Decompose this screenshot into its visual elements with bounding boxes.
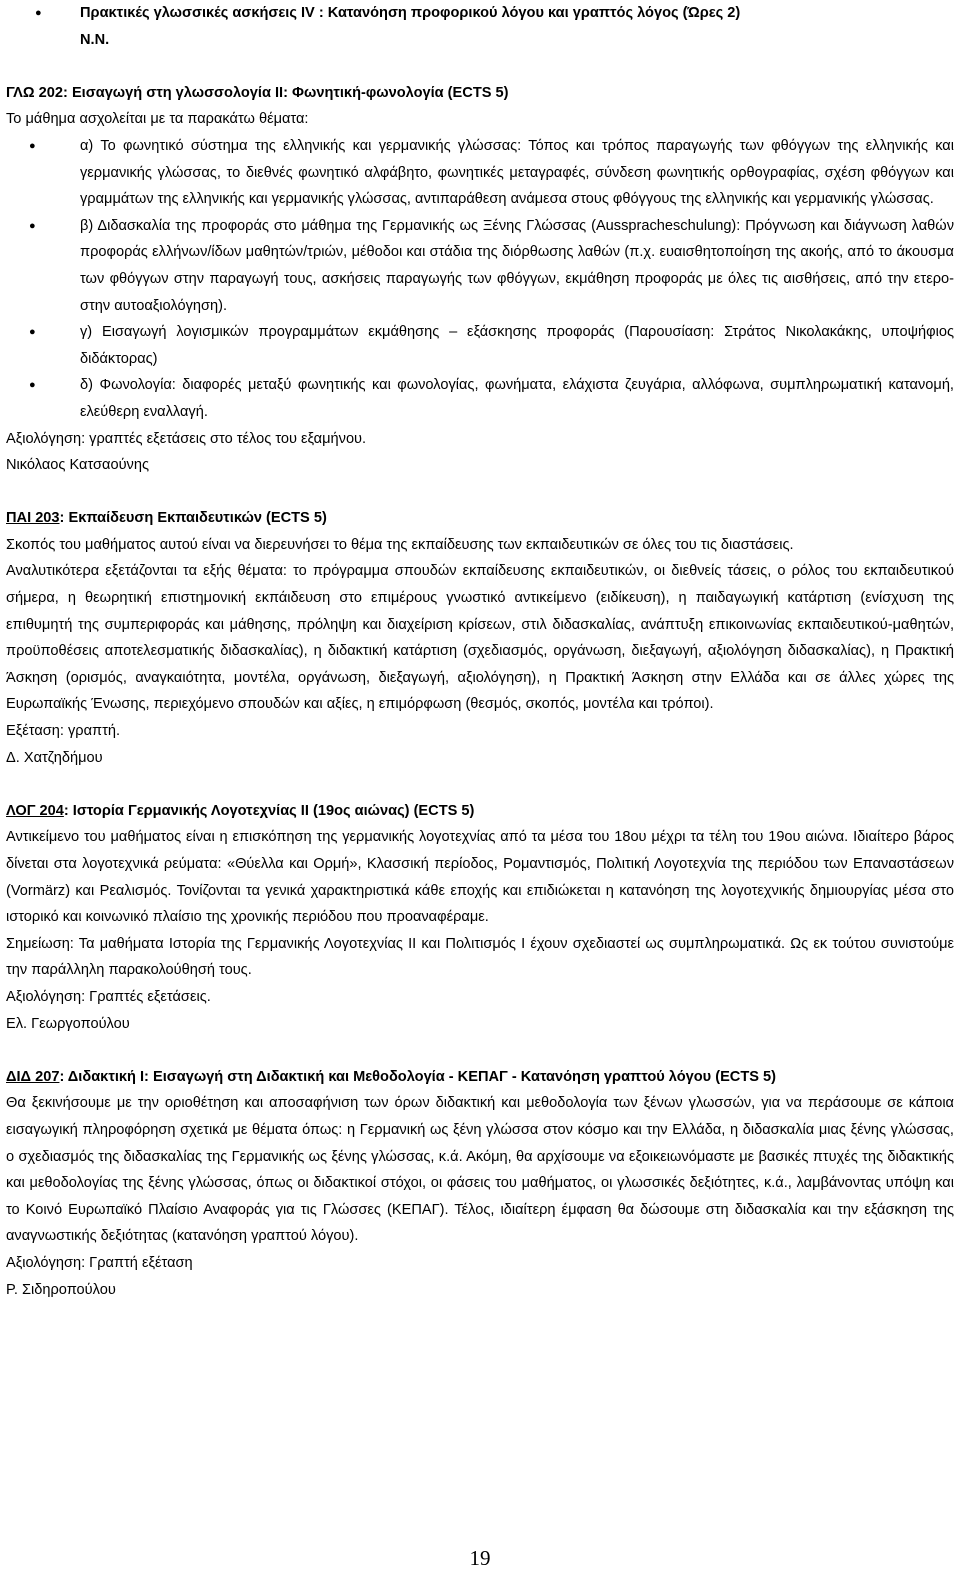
- course-pai-203: [6, 505, 954, 771]
- topic-list: [6, 133, 954, 426]
- page-number: 19: [469, 1546, 491, 1570]
- course-paragraph: Θα ξεκινήσουμε με την οριοθέτηση και αποσαφήνιση των όρων διδακτική και μεθοδολογία των ξένων γλωσσών, για να περάσουμε σε κάποια εισαγωγική πληροφόρηση σχετικά με θέματα όπως: η Γερμανική ως ξένη γλώσσα στον κόσμο και την Ελλάδα, η διδασκαλία μιας ξένης γλώσσας, ο σχεδιασμός της διδασκαλίας της Γερμανικής ως ξένης γλώσσας, κ.ά. Ακόμη, θα αρχίσουμε να εξοικειωνόμαστε με βασικές πτυχές της διδακτικής και μεθοδολογίας της ξένης γλώσσας, όπως οι διδακτικοί στόχοι, οι φάσεις του μαθήματος, οι γλωσσικές δεξιότητες, κ.ά., λαμβάνοντας υπόψη και το Κοινό Ευρωπαϊκό Πλαίσιο Αναφοράς για τις Γλώσσες (ΚΕΠΑΓ). Τέλος, ιδιαίτερη έμφαση θα δώσουμε στη διδασκαλία και την εξάσκηση της αναγνωστικής δεξιότητας (κατανόηση γραπτού λόγου).: [6, 1095, 954, 1245]
- course-paragraph: Αντικείμενο του μαθήματος είναι η επισκόπηση της γερμανικής λογοτεχνίας από τα μέσα του 18ου μέχρι τα τέλη του 19ου αιώνα. Ιδιαίτερο βάρος δίνεται στα λογοτεχνικά ρεύματα: «Θύελλα και Ορμή», Κλασσική περίοδος, Ρομαντισμός, Πολιτική Λογοτεχνία της περιόδου των Επαναστάσεων (Vormärz) και Ρεαλισμός. Τονίζονται τα γενικά χαρακτηριστικά κάθε εποχής και επιδιώκεται η κατανόηση της λογοτεχνικής δημιουργίας μέσα στο ιστορικό και κοινωνικό πλαίσιο της χρονικής περιόδου που προαναφέραμε.: [6, 829, 954, 926]
- course-glo-202: [6, 80, 954, 479]
- course-code: ΓΛΩ 202: [6, 84, 64, 101]
- course-assessment: Αξιολόγηση: Γραπτή εξέταση: [6, 1254, 193, 1271]
- topic-item: ● β) Διδασκαλία της προφοράς στο μάθημα της Γερμανικής ως Ξένης Γλώσσας (Ausspracheschulung): Πρόγνωση και διάγνωση λαθών προφοράς ελλήνων/ίδων μαθητών/τριών, μέθοδοι και στάδια της διόρθωσης λαθών (π.χ. ευαισθητοποίηση της ακοής, από το άκουσμα των φθόγγων στην παραγωγή τους, ασκήσεις παραγωγής των φθόγγων, εκμάθηση προφοράς με όλες τις αισθήσεις, από την ετερο- στην αυτοαξιολόγηση).: [6, 213, 954, 319]
- topic-item: ● δ) Φωνολογία: διαφορές μεταξύ φωνητικής και φωνολογίας, φωνήματα, ελάχιστα ζευγάρια, αλλόφωνα, συμπληρωματική κατανομή, ελεύθερη εναλλαγή.: [6, 372, 954, 425]
- course-heading: [6, 1064, 954, 1091]
- course-heading: [6, 505, 954, 532]
- course-instructor: Ελ. Γεωργοπούλου: [6, 1015, 130, 1032]
- course-note: Σημείωση: Τα μαθήματα Ιστορία της Γερμανικής Λογοτεχνίας ΙΙ και Πολιτισμός Ι έχουν σχεδιαστεί ως συμπληρωματικά. Ως εκ τούτου συνιστούμε την παράλληλη παρακολούθησή τους.: [6, 935, 954, 979]
- course-title: : Εισαγωγή στη γλωσσολογία ΙΙ: Φωνητική-φωνολογία (ECTS 5): [63, 84, 509, 101]
- intro-list-item: [6, 0, 954, 53]
- topic-item: ● α) Το φωνητικό σύστημα της ελληνικής και γερμανικής γλώσσας: Τόπος και τρόπος παραγωγής των φθόγγων της ελληνικής και γερμανικής γλώσσας, το διεθνές φωνητικό αλφάβητο, φωνητικές μεταγραφές, σύνδεση φωνητικής ορθογραφίας, σχέση φθόγγων και γραμμάτων της ελληνικής και γερμανικής γλώσσας, αντιπαράθεση ανάμεσα στους φθόγγους της ελληνικής και γερμανικής γλώσσας.: [6, 133, 954, 213]
- intro-list: [6, 0, 954, 53]
- course-code: ΔΙΔ 207: [6, 1068, 60, 1085]
- course-instructor: Δ. Χατζηδήμου: [6, 749, 103, 766]
- topic-item: ● γ) Εισαγωγή λογισμικών προγραμμάτων εκμάθησης – εξάσκησης προφοράς (Παρουσίαση: Στράτος Νικολακάκης, υποψήφιος διδάκτορας): [6, 319, 954, 372]
- course-title: : Ιστορία Γερμανικής Λογοτεχνίας ΙΙ (19ος αιώνας) (ECTS 5): [63, 802, 475, 819]
- course-heading: [6, 798, 954, 825]
- course-exam: Εξέταση: γραπτή.: [6, 723, 121, 740]
- document-page: [6, 0, 954, 1303]
- course-paragraph: Αναλυτικότερα εξετάζονται τα εξής θέματα: το πρόγραμμα σπουδών εκπαίδευσης εκπαιδευτικών, οι διεθνείς τάσεις, ο ρόλος του εκπαιδευτικού σήμερα, η θεωρητική επιστημονική εκπάιδευση στο επιμέρους γνωστικό αντικείμενο (ειδίκευση), η παιδαγωγική κατάρτιση (ενίσχυση της επιθυμητή της συμπεριφοράς και μάθησης, πρόληψη και διαχείριση κρίσεων, στιλ διδασκαλίας, ανάπτυξη επικοινωνίας εκπαιδευτικού-μαθητών, προϋποθέσεις αποτελεσματικής διδασκαλίας), η διδακτική κατάρτιση (σχεδιασμός, οργάνωση, διεξαγωγή, αξιολόγηση διδασκαλίας), η Πρακτική Άσκηση (ορισμός, αναγκαιότητα, μοντέλα, οργάνωση, διεξαγωγή, αξιολόγηση), η Πρακτική Άσκηση στην Ελλάδα και σε άλλες χώρες της Ευρωπαϊκής Ένωσης, περιεχόμενο σπουδών και αξίες, η επιμόρφωση (θεσμός, σκοπός, μοντέλα και τρόποι).: [6, 563, 954, 713]
- course-title: : Διδακτική Ι: Εισαγωγή στη Διδακτική και Μεθοδολογία - ΚΕΠΑΓ - Κατανόηση γραπτού λόγου (ECTS 5): [59, 1068, 777, 1085]
- course-code: ΠΑΙ 203: [6, 510, 60, 527]
- course-instructor: Ρ. Σιδηροπούλου: [6, 1281, 116, 1298]
- course-heading: [6, 80, 954, 107]
- intro-line-2: N.N.: [80, 31, 110, 48]
- course-assessment: Αξιολόγηση: γραπτές εξετάσεις στο τέλος του εξαμήνου.: [6, 430, 367, 447]
- course-assessment: Αξιολόγηση: Γραπτές εξετάσεις.: [6, 988, 211, 1005]
- intro-line-1: Πρακτικές γλωσσικές ασκήσεις IV : Κατανόηση προφορικού λόγου και γραπτός λόγος (Ώρες 2): [80, 5, 741, 21]
- course-log-204: [6, 798, 954, 1037]
- course-lead: Το μάθημα ασχολείται με τα παρακάτω θέματα:: [6, 111, 309, 128]
- course-did-207: [6, 1064, 954, 1303]
- course-title: : Εκπαίδευση Εκπαιδευτικών (ECTS 5): [59, 510, 327, 527]
- course-paragraph: Σκοπός του μαθήματος αυτού είναι να διερευνήσει το θέμα της εκπαίδευσης των εκπαιδευτικών σε όλες του τις διαστάσεις.: [6, 536, 794, 553]
- course-code: ΛΟΓ 204: [6, 802, 64, 819]
- course-instructor: Νικόλαος Κατσαούνης: [6, 457, 149, 474]
